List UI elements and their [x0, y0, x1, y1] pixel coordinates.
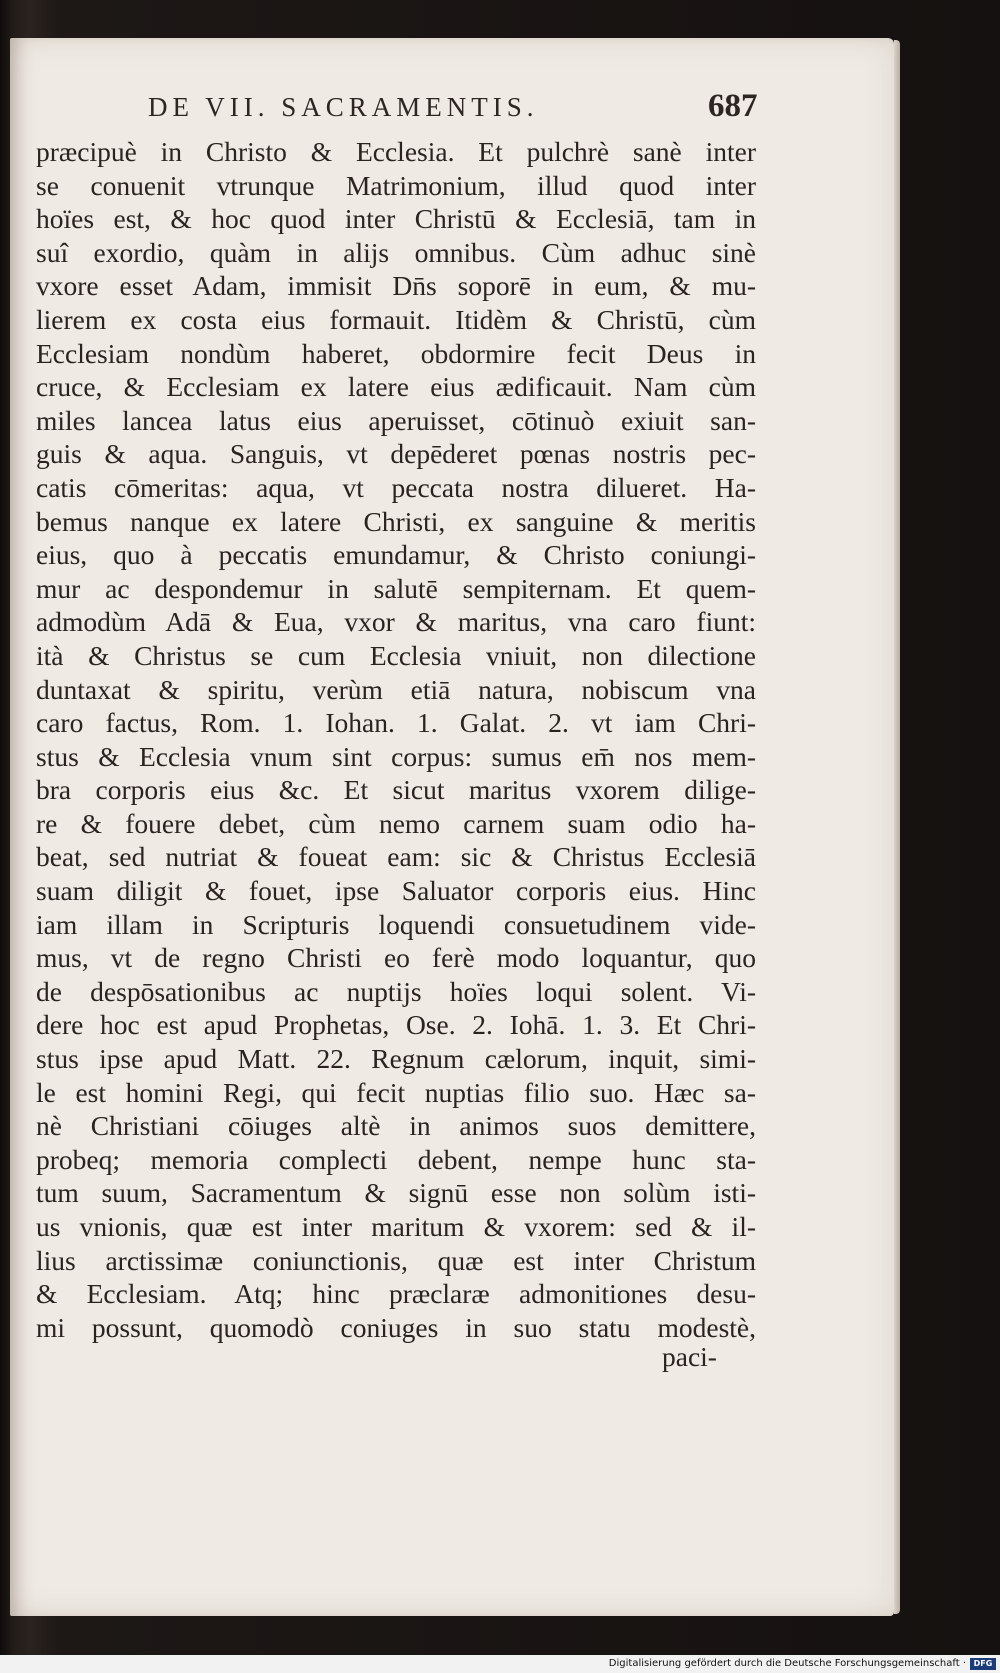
body-text: [36, 135, 756, 1344]
text-line: mus, vt de regno Christi eo ferè modo loquantur, quo: [36, 942, 756, 974]
text-line: stus & Ecclesia vnum sint corpus: sumus em̄ nos mem-: [36, 740, 756, 772]
text-line: ità & Christus se cum Ecclesia vniuit, non dilectione: [36, 639, 756, 671]
text-line: nè Christiani cōiuges altè in animos suos demittere,: [36, 1110, 756, 1142]
text-line: caro factus, Rom. 1. Iohan. 1. Galat. 2. vt iam Chri-: [36, 707, 756, 739]
text-line: suî exordio, quàm in alijs omnibus. Cùm adhuc sinè: [36, 236, 756, 268]
text-line: lius arctissimæ coniunctionis, quæ est inter Christum: [36, 1244, 756, 1276]
page-number: 687: [708, 88, 758, 124]
text-line: re & fouere debet, cùm nemo carnem suam odio ha-: [36, 807, 756, 839]
text-line: iam illam in Scripturis loquendi consuetudinem vide-: [36, 908, 756, 940]
text-line: & Ecclesiam. Atq; hinc præclaræ admonitiones desu-: [36, 1278, 756, 1310]
text-line: miles lancea latus eius aperuisset, cōtinuò exiuit san-: [36, 404, 756, 436]
text-line: eius, quo à peccatis emundamur, & Christo coniungi-: [36, 539, 756, 571]
running-head: DE VII. SACRAMENTIS.: [148, 92, 539, 122]
text-line: bra corporis eius &c. Et sicut maritus vxorem dilige-: [36, 774, 756, 806]
digitization-credit: Digitalisierung gefördert durch die Deutsche Forschungsgemeinschaft ·: [608, 1658, 966, 1669]
dfg-logo: DFG: [970, 1658, 996, 1670]
page-edge: [894, 40, 900, 1614]
text-line: bemus nanque ex latere Christi, ex sanguine & meritis: [36, 505, 756, 537]
text-line: cruce, & Ecclesiam ex latere eius ædificauit. Nam cùm: [36, 371, 756, 403]
catchword: paci-: [662, 1341, 717, 1372]
text-line: stus ipse apud Matt. 22. Regnum cælorum, inquit, simi-: [36, 1043, 756, 1075]
text-line: mi possunt, quomodò coniuges in suo statu modestè,: [36, 1311, 756, 1343]
text-line: admodùm Adā & Eua, vxor & maritus, vna caro fiunt:: [36, 606, 756, 638]
text-line: vxore esset Adam, immisit Dn̄s soporē in eum, & mu-: [36, 270, 756, 302]
text-line: probeq; memoria complecti debent, nempe hunc sta-: [36, 1143, 756, 1175]
text-line: se conuenit vtrunque Matrimonium, illud quod inter: [36, 169, 756, 201]
text-line: Ecclesiam nondùm haberet, obdormire fecit Deus in: [36, 337, 756, 369]
text-line: beat, sed nutriat & foueat eam: sic & Christus Ecclesiā: [36, 841, 756, 873]
text-line: us vnionis, quæ est inter maritum & vxorem: sed & il-: [36, 1211, 756, 1242]
text-line: tum suum, Sacramentum & signū esse non solùm isti-: [36, 1177, 756, 1209]
text-line: lierem ex costa eius formauit. Itidèm & Christū, cùm: [36, 303, 756, 335]
text-line: guis & aqua. Sanguis, vt depēderet pœnas nostris pec-: [36, 438, 756, 470]
text-line: suam diligit & fouet, ipse Saluator corporis eius. Hinc: [36, 875, 756, 907]
text-line: catis cōmeritas: aqua, vt peccata nostra dilueret. Ha-: [36, 471, 756, 503]
text-line: præcipuè in Christo & Ecclesia. Et pulchrè sanè inter: [36, 136, 756, 167]
text-line: mur ac despondemur in salutē sempiternam. Et quem-: [36, 572, 756, 604]
text-line: hoïes est, & hoc quod inter Christū & Ecclesiā, tam in: [36, 203, 756, 235]
text-line: le est homini Regi, qui fecit nuptias filio suo. Hæc sa-: [36, 1076, 756, 1108]
text-line: duntaxat & spiritu, verùm etiā natura, nobiscum vna: [36, 673, 756, 705]
text-line: de despōsationibus ac nuptijs hoïes loqui solent. Vi-: [36, 975, 756, 1007]
text-line: dere hoc est apud Prophetas, Ose. 2. Iohā. 1. 3. Et Chri-: [36, 1009, 756, 1041]
digitization-credit-bar: [0, 1655, 1000, 1673]
